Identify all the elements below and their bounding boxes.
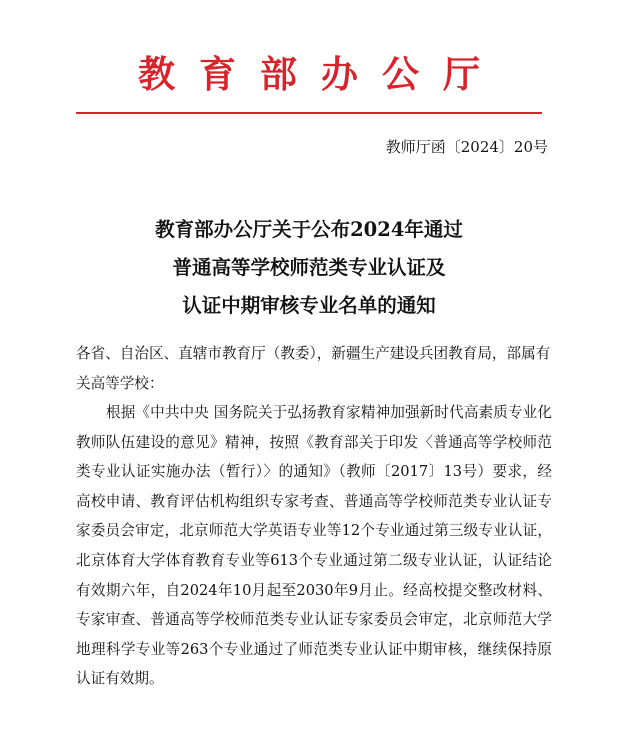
salutation: 各省、自治区、直辖市教育厅（教委），新疆生产建设兵团教育局，部属有关高等学校： [76, 345, 551, 392]
red-divider-line [76, 112, 542, 114]
document-number: 教师厅函〔2024〕20号 [385, 138, 548, 156]
title-line-2: 普通高等学校师范类专业认证及 [172, 256, 446, 279]
title-line-1: 教育部办公厅关于公布2024年通过 [155, 218, 463, 241]
title-line-3: 认证中期审核专业名单的通知 [182, 294, 436, 317]
agency-masthead: 教育部办公厅 [138, 52, 504, 96]
body-paragraph: 根据《中共中央 国务院关于弘扬教育家精神加强新时代高素质专业化教师队伍建设的意见》精神，按照《教育部关于印发〈普通高等学校师范类专业认证实施办法（暂行）〉的通知》（教师〔2017〕13号）要求，经高校申请、教育评估机构组织专家考查、普通高等学校师范类专业认证专家委员会审定，北京师范大学英语专业等12个专业通过第三级专业认证，北京体育大学体育教育专业等613个专业通过第二级专业认证，认证结论有效期六年，自2024年10月起至2030年9月止。经高校提交整改材料、专家审查、普通高等学校师范类专业认证专家委员会审定，北京师范大学地理科学专业等263个专业通过了师范类专业认证中期审核，继续保持原认证有效期。 [76, 404, 552, 688]
